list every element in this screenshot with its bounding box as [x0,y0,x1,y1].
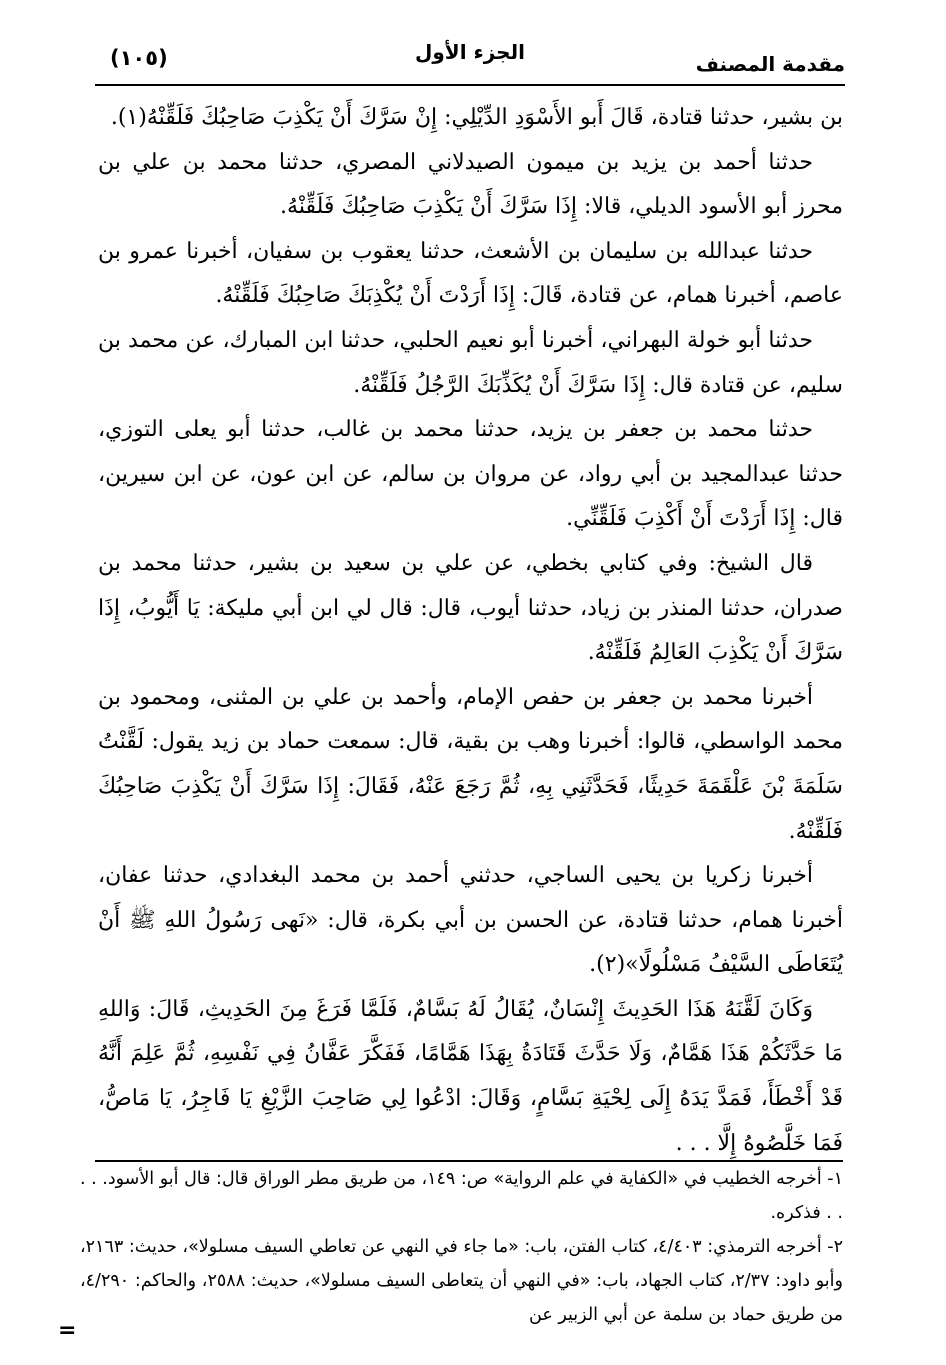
section-title: مقدمة المصنف [695,52,845,76]
continuation-mark: = [58,1318,77,1343]
paragraph: وَكَانَ لَقَّنَهُ هَذَا الحَدِيثَ إِنْسَانٌ، يُقَالُ لَهُ بَسَّامٌ، فَلَمَّا فَرَغَ مِنَ الحَدِيثِ، قَالَ: وَاللهِ مَا حَدَّثَكُمْ هَذَا هَمَّامٌ، وَلَا حَدَّثَ قَتَادَةُ بِهَذَا هَمَّامًا، فَفَكَّرَ عَفَّانُ فِي نَفْسِهِ، ثُمَّ عَلِمَ أَنَّهُ قَدْ أَخْطَأَ، فَمَدَّ يَدَهُ إِلَى لِحْيَةِ بَسَّامٍ، وَقَالَ: ادْعُوا لِي صَاحِبَ الزَّيْغِ يَا فَاجِرُ، يَا مَاصُّ، فَمَا خَلَّصُوهُ إِلَّا . . . [98,996,843,1156]
paragraph: بن بشير، حدثنا قتادة، قَالَ أَبو الأَسْوَدِ الدِّيْلِي: إِنْ سَرَّكَ أَنْ يَكْذِبَ صَاحِبُكَ فَلَقِّنْهُ(١). [110,105,843,130]
footnotes [80,1162,843,1332]
paragraph: حدثنا أبو خولة البهراني، أخبرنا أبو نعيم الحلبي، حدثنا ابن المبارك، عن محمد بن سليم، عن قتادة قال: إِذَا سَرَّكَ أَنْ يُكَذِّبَكَ الرَّجُلُ فَلَقِّنْهُ. [98,327,843,398]
paragraph: حدثنا محمد بن جعفر بن يزيد، حدثنا محمد بن غالب، حدثنا أبو يعلى التوزي، حدثنا عبدالمجيد بن أبي رواد، عن مروان بن سالم، عن ابن عون، عن ابن سيرين، قال: إِذَا أَرَدْتَ أَنْ أَكْذِبَ فَلَقِّنِّي. [98,417,843,532]
page-number: (١٠٥) [110,46,168,70]
paragraph: أخبرنا محمد بن جعفر بن حفص الإمام، وأحمد بن علي بن المثنى، ومحمود بن محمد الواسطي، قالوا: أخبرنا وهب بن بقية، قال: سمعت حماد بن زيد يقول: لَقَّنْتُ سَلَمَةَ بْنَ عَلْقَمَةَ حَدِيثًا، فَحَدَّثَنِي بِهِ، ثُمَّ رَجَعَ عَنْهُ، فَقَالَ: إِذَا سَرَّكَ أَنْ يَكْذِبَ صَاحِبُكَ فَلَقِّنْهُ. [98,684,843,844]
main-text [98,96,843,1166]
footnote: ١- أخرجه الخطيب في «الكفاية في علم الرواية» ص: ١٤٩، من طريق مطر الوراق قال: قال أبو الأسود. . . . . فذكره. [80,1169,843,1223]
page-header [95,38,845,82]
paragraph: حدثنا أحمد بن يزيد بن ميمون الصيدلاني المصري، حدثنا محمد بن علي بن محرز أبو الأسود الديلي، قالا: إِذَا سَرَّكَ أَنْ يَكْذِبَ صَاحِبُكَ فَلَقِّنْهُ. [98,149,843,220]
paragraph: قال الشيخ: وفي كتابي بخطي، عن علي بن سعيد بن بشير، حدثنا محمد بن صدران، حدثنا المنذر بن زياد، حدثنا أيوب، قال: قال لي ابن أبي مليكة: يَا أَيُّوبُ، إِذَا سَرَّكَ أَنْ يَكْذِبَ العَالِمُ فَلَقِّنْهُ. [98,550,843,666]
footnote: ٢- أخرجه الترمذي: ٤/٤٠٣، كتاب الفتن، باب: «ما جاء في النهي عن تعاطي السيف مسلولا»، حديث: ٢١٦٣، وأبو داود: ٢/٣٧، كتاب الجهاد، باب: «في النهي أن يتعاطى السيف مسلولا»، حديث: ٢٥٨٨، والحاكم: ٤/٢٩٠، من طريق حماد بن سلمة عن أبي الزبير عن [80,1237,844,1325]
paragraph: حدثنا عبدالله بن سليمان بن الأشعث، حدثنا يعقوب بن سفيان، أخبرنا عمرو بن عاصم، أخبرنا همام، عن قتادة، قَالَ: إِذَا أَرَدْتَ أَنْ يُكْذِبَكَ صَاحِبُكَ فَلَقِّنْهُ. [98,238,843,309]
header-rule [95,84,845,86]
paragraph: أخبرنا زكريا بن يحيى الساجي، حدثني أحمد بن محمد البغدادي، حدثنا عفان، أخبرنا همام، حدثنا قتادة، عن الحسن بن أبي بكرة، قال: «نَهى رَسُولُ اللهِ ﷺ أَنْ يُتَعَاطَى السَّيْفُ مَسْلُولًا»(٢). [98,863,843,978]
volume-title: الجزء الأول [415,40,525,64]
